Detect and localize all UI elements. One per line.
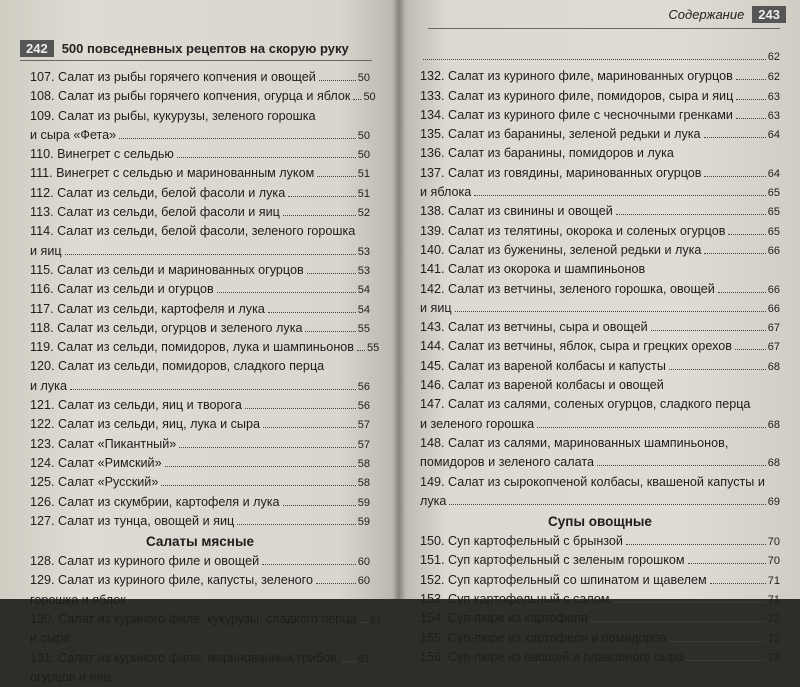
toc-entry [420,183,780,202]
entry-page-number: 63 [767,109,780,122]
right-page [398,0,800,664]
entry-title: 128. Салат из куриного филе и овощей [30,554,260,569]
leader-dots [449,504,765,505]
toc-entry [30,242,370,261]
toc-entry [30,415,370,434]
right-contents-list [420,48,780,667]
leader-dots [455,311,766,312]
toc-entry [420,376,780,395]
toc-entry [30,203,370,222]
leader-dots [474,195,765,196]
entry-title: 146. Салат из вареной колбасы и овощей [420,378,664,393]
right-page-header [668,4,786,24]
entry-title: 121. Салат из сельди, яиц и творога [30,398,242,413]
entry-title: 122. Салат из сельди, яиц, лука и сыра [30,417,260,432]
entry-title: лука [420,493,447,508]
leader-dots [669,641,765,642]
entry-title: 144. Салат из ветчины, яблок, сыра и грецких орехов [420,339,733,354]
toc-entry [420,434,780,453]
entry-title: и зеленого горошка [420,416,535,431]
leader-dots [710,583,766,584]
leader-dots [70,389,356,390]
entry-page-number: 57 [357,419,370,432]
toc-entry [420,629,780,648]
entry-title: 123. Салат «Пикантный» [30,436,177,451]
leader-dots [119,138,356,139]
entry-title: 138. Салат из свинины и овощей [420,204,613,219]
entry-title: 134. Салат из куриного филе с чесночными гренками [420,107,733,122]
entry-title: 141. Салат из окорока и шампиньонов [420,262,646,277]
entry-title: 108. Салат из рыбы горячего копчения, огурца и яблок [30,89,351,104]
leader-dots [704,253,765,254]
entry-title: 149. Салат из сырокопченой колбасы, квашеной капусты и [420,474,765,489]
entry-title: 135. Салат из баранины, зеленой редьки и лука [420,127,701,142]
entry-title: 114. Салат из сельди, белой фасоли, зеленого горошка [30,224,356,239]
entry-page-number: 71 [767,574,780,587]
toc-entry [420,222,780,241]
toc-entry [30,145,370,164]
leader-dots [736,79,766,80]
toc-entry [420,415,780,434]
leader-dots [626,544,766,545]
entry-title: 139. Салат из телятины, окорока и соленых огурцов [420,223,726,238]
leader-dots [597,465,766,466]
entry-page-number: 57 [357,438,370,451]
toc-entry [30,222,370,241]
entry-page-number: 50 [357,72,370,84]
entry-title: 142. Салат из ветчины, зеленого горошка, овощей [420,281,715,296]
entry-title: 152. Суп картофельный со шпинатом и щавелем [420,572,707,587]
toc-entry [420,609,780,628]
entry-title: горошка и яблок [30,592,126,607]
toc-entry [420,299,780,318]
leader-dots [316,583,356,584]
entry-title: 131. Салат из куриного филе, маринованных грибов, [30,650,341,665]
leader-dots [263,427,356,428]
leader-dots [353,99,361,100]
toc-entry [30,164,370,183]
toc-entry [420,532,780,551]
leader-dots [613,602,766,603]
entry-title: и сыра [30,631,70,646]
entry-title: 109. Салат из рыбы, кукурузы, зеленого горошка [30,108,316,123]
toc-entry [30,435,370,454]
toc-entry [30,261,370,280]
entry-title: 151. Суп картофельный с зеленым горошком [420,553,685,568]
entry-page-number: 69 [767,495,780,508]
section-heading: Супы овощные [548,514,652,530]
toc-entry [30,629,370,648]
entry-page-number: 68 [767,360,780,373]
book-gutter-shadow [392,0,406,599]
toc-entry [420,241,780,260]
leader-dots [704,176,765,177]
entry-title: 117. Салат из сельди, картофеля и лука [30,301,265,316]
entry-title: 132. Салат из куриного филе, маринованных огурцов [420,69,733,84]
entry-page-number: 66 [767,283,780,296]
entry-page-number: 60 [357,556,370,569]
entry-title: 119. Салат из сельди, помидоров, лука и шампиньонов [30,340,354,355]
entry-page-number: 71 [767,594,780,607]
entry-page-number: 65 [767,206,780,219]
toc-entry [420,318,780,337]
toc-entry [420,357,780,376]
toc-entry [420,590,780,609]
entry-page-number: 66 [767,244,780,257]
entry-page-number: 68 [767,418,780,431]
entry-title: огурцов и яиц [30,669,111,684]
entry-page-number: 54 [357,303,370,316]
entry-title: 126. Салат из скумбрии, картофеля и лука [30,494,280,509]
entry-title: 137. Салат из говядины, маринованных огурцов [420,165,702,180]
entry-page-number: 55 [366,342,380,355]
leader-dots [319,80,356,81]
left-page-header [20,38,349,58]
entry-page-number: 65 [767,225,780,238]
entry-title: 113. Салат из сельди, белой фасоли и яиц [30,205,280,220]
entry-page-number: 53 [357,245,370,258]
leader-dots [537,427,766,428]
toc-entry [420,164,780,183]
entry-title: 120. Салат из сельди, помидоров, сладкого перца [30,359,325,374]
leader-dots [217,292,356,293]
toc-entry [30,396,370,415]
leader-dots [728,234,765,235]
toc-entry [30,668,370,687]
leader-dots [288,196,356,197]
entry-title: 154. Суп-пюре из картофеля [420,611,588,626]
entry-page-number: 61 [369,614,382,627]
left-page [0,0,398,684]
right-page-number: 243 [752,6,786,23]
entry-title: и лука [30,378,67,393]
toc-entry [420,106,780,125]
entry-page-number: 50 [357,129,370,142]
leader-dots [686,660,765,661]
entry-title: 153. Суп картофельный с салом [420,592,610,607]
entry-title: и яблока [420,185,472,200]
entry-title: 155. Суп-пюре из картофеля и помидоров [420,630,667,645]
entry-page-number: 67 [767,341,780,354]
entry-page-number: 65 [767,187,780,200]
leader-dots [423,59,766,60]
entry-page-number: 58 [357,457,370,470]
leader-dots [283,215,356,216]
leader-dots [262,564,356,565]
entry-page-number: 68 [767,457,780,470]
toc-entry [420,67,780,86]
leader-dots [317,176,356,177]
leader-dots [718,292,766,293]
leader-dots [165,466,356,467]
entry-page-number: 72 [767,632,780,645]
toc-entry [30,300,370,319]
entry-page-number: 67 [767,322,780,335]
toc-entry [30,107,370,126]
toc-entry [420,337,780,356]
toc-entry [420,648,780,667]
entry-page-number: 70 [767,536,780,549]
entry-title: 111. Винегрет с сельдью и маринованным луком [30,166,315,181]
entry-title: 107. Салат из рыбы горячего копчения и овощей [30,70,316,84]
toc-entry [420,492,780,511]
toc-entry [30,512,370,531]
entry-page-number: 59 [357,496,370,509]
entry-page-number: 61 [357,652,370,665]
toc-entry [420,395,780,414]
leader-dots [161,485,355,486]
toc-entry [30,473,370,492]
entry-page-number: 58 [357,477,370,490]
section-heading: Салаты мясные [146,534,254,550]
toc-entry [420,144,780,163]
entry-page-number: 50 [363,91,376,104]
toc-entry [30,319,370,338]
entry-page-number: 51 [357,168,370,181]
leader-dots [343,661,355,662]
entry-title: 148. Салат из салями, маринованных шампиньонов, [420,435,729,450]
entry-title: 145. Салат из вареной колбасы и капусты [420,358,666,373]
leader-dots [651,330,766,331]
leader-dots [357,350,365,351]
entry-page-number: 56 [357,400,370,413]
entry-page-number: 62 [767,71,780,84]
entry-page-number: 64 [767,129,780,142]
toc-entry [420,473,780,492]
entry-title: 156. Суп-пюре из овощей и плавленого сыра [420,649,684,664]
right-header-rule [428,28,780,29]
entry-title: 116. Салат из сельди и огурцов [30,282,214,297]
leader-dots [305,331,355,332]
toc-entry [420,571,780,590]
entry-title: 118. Салат из сельди, огурцов и зеленого лука [30,320,303,335]
leader-dots [65,254,356,255]
entry-title: 133. Салат из куриного филе, помидоров, сыра и яиц [420,88,734,103]
toc-entry [30,338,380,357]
toc-entry [30,591,370,610]
entry-title: 143. Салат из ветчины, сыра и овощей [420,320,648,335]
toc-entry [420,551,780,570]
toc-entry [30,377,370,396]
left-running-title: 500 повседневных рецептов на скорую руку [61,40,349,56]
entry-title: 110. Винегрет с сельдью [30,147,174,162]
entry-title: помидоров и зеленого салата [420,455,594,470]
toc-entry [30,280,370,299]
entry-title: 112. Салат из сельди, белой фасоли и лука [30,185,286,200]
entry-page-number: 70 [767,555,780,568]
entry-title: 136. Салат из баранины, помидоров и лука [420,146,674,161]
toc-entry [420,280,780,299]
toc-entry [30,610,382,629]
entry-title: и яиц [30,243,62,258]
leader-dots [245,408,356,409]
leader-dots [591,621,766,622]
leader-dots [669,369,766,370]
entry-title: 125. Салат «Русский» [30,475,159,490]
toc-entry [30,649,370,668]
leader-dots [237,524,356,525]
toc-entry [30,357,370,376]
entry-title: 130. Салат из куриного филе, кукурузы, сладкого перца [30,612,357,627]
entry-page-number: 63 [767,90,780,103]
toc-entry [30,454,370,473]
entry-page-number: 50 [357,149,370,162]
entry-page-number: 53 [357,264,370,277]
entry-page-number: 73 [767,651,780,664]
entry-page-number: 60 [357,575,370,588]
entry-page-number: 59 [357,515,370,528]
leader-dots [307,273,356,274]
toc-entry [30,493,370,512]
toc-entry [30,87,376,106]
entry-title: 147. Салат из салями, соленых огурцов, сладкого перца [420,397,751,412]
left-header-rule [20,60,372,61]
toc-entry [420,125,780,144]
entry-page-number: 56 [357,380,370,393]
leader-dots [360,622,368,623]
entry-title: 150. Суп картофельный с брынзой [420,534,623,549]
toc-entry [420,87,780,106]
right-running-title: Содержание [668,6,745,22]
leader-dots [736,118,766,119]
leader-dots [704,137,766,138]
entry-title: 140. Салат из буженины, зеленой редьки и лука [420,242,702,257]
entry-page-number: 55 [357,322,370,335]
leader-dots [177,157,356,158]
entry-page-number: 52 [357,207,370,220]
toc-entry [30,571,370,590]
toc-entry [30,184,370,203]
leader-dots [179,447,356,448]
left-contents-list [30,68,382,687]
entry-page-number: 54 [357,284,370,297]
leader-dots [735,349,766,350]
leader-dots [268,312,356,313]
left-page-number: 242 [20,40,54,57]
toc-entry [420,48,780,67]
toc-entry [30,68,370,87]
toc-entry [30,126,370,145]
leader-dots [688,563,766,564]
entry-page-number: 64 [767,167,780,180]
entry-page-number: 51 [357,187,370,200]
toc-entry [420,202,780,221]
toc-entry [30,552,370,571]
entry-title: и яиц [420,300,452,315]
leader-dots [616,214,766,215]
entry-title: 115. Салат из сельди и маринованных огурцов [30,262,304,277]
leader-dots [736,99,765,100]
entry-title: 124. Салат «Римский» [30,455,162,470]
toc-entry [420,453,780,472]
toc-entry [420,260,780,279]
leader-dots [283,505,356,506]
entry-title: и сыра «Фета» [30,127,117,142]
entry-page-number: 66 [767,302,780,315]
entry-page-number: 62 [767,51,780,63]
entry-page-number: 72 [767,613,780,626]
entry-title: 127. Салат из тунца, овощей и яиц [30,513,235,528]
entry-title: 129. Салат из куриного филе, капусты, зеленого [30,573,314,588]
